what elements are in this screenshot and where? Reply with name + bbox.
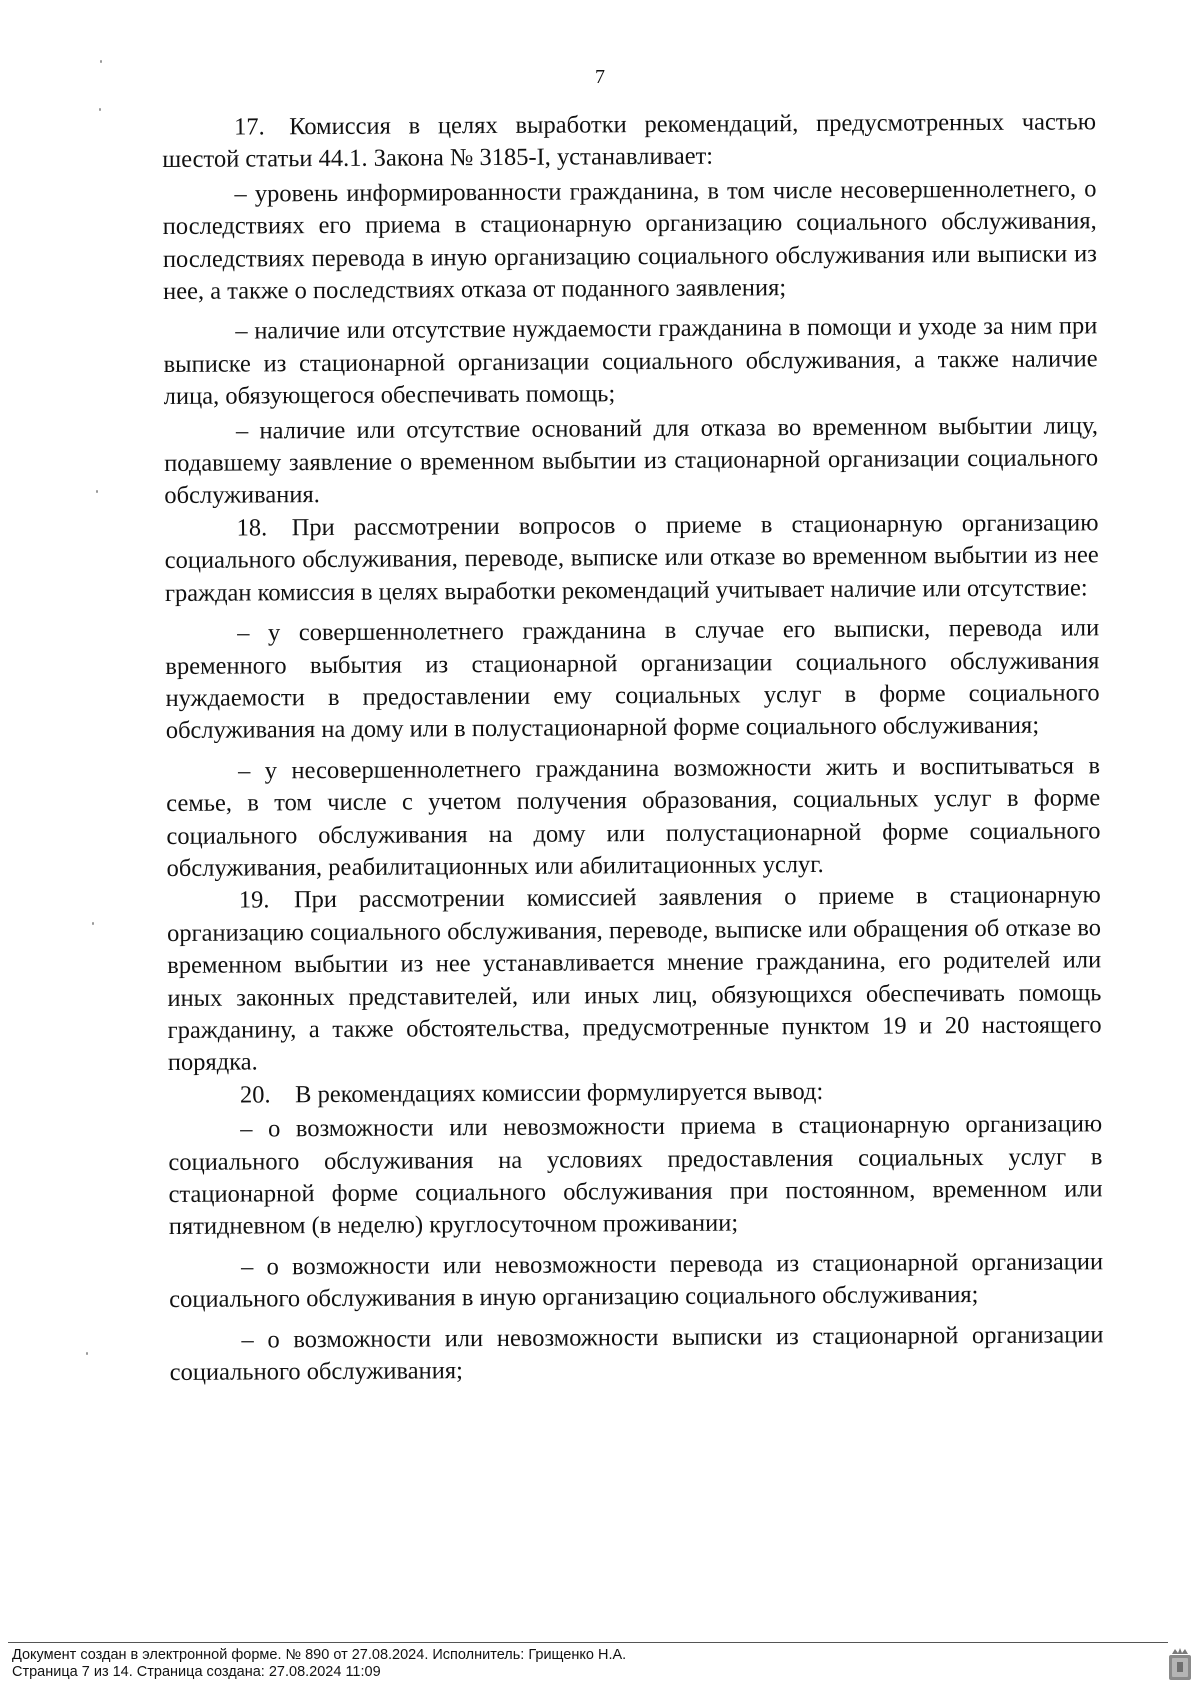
clause-20-item-2: – о возможности или невозможности перевода из стационарной организации социального обслуживания в иную организацию социального обслуживания; <box>169 1248 1104 1314</box>
emblem-seal-icon <box>1168 1647 1192 1681</box>
scan-speck <box>99 108 101 111</box>
clause-20-item-1: – о возможности или невозможности приема в стационарную организацию социального обслуживания на условиях предоставления социальных услуг в стационарной форме социального обслуживания при постоянном, временном или пятидневном (в неделю) круглосуточном проживании; <box>168 1110 1103 1241</box>
page-number: 7 <box>595 66 605 88</box>
clause-18-item-2: – у несовершеннолетнего гражданина возможности жить и воспитываться в семье, в том числе с учетом получения образования, социальных услуг в форме социального обслуживания на дому или полустационарной форме социального обслуживания, реабилитационных или абилитационных услуг. <box>166 752 1101 882</box>
clause-19: 19. При рассмотрении комиссией заявления о приеме в стационарную организацию социального обслуживания, переводе, выписке или обращения об отказе во временном выбытии из нее устанавливается мнение гражданина, его родителей или иных законных представителей, или иных лиц, обязующихся обеспечивать помощь гражданину, а также обстоятельства, предусмотренные пунктом 19 и 20 настоящего порядка. <box>166 881 1102 1077</box>
clause-18: 18. При рассмотрении вопросов о приеме в стационарную организацию социального обслуживания, переводе, выписке или отказе во временном выбытии из нее граждан комиссия в целях выработки рекомендаций учитывает наличие или отсутствие: <box>164 509 1099 607</box>
scan-speck <box>86 1352 88 1355</box>
document-footer <box>12 1647 626 1681</box>
clause-18-item-1: – у совершеннолетнего гражданина в случае его выписки, перевода или временного выбытия из стационарной организации социального обслуживания нуждаемости в предоставлении ему социальных услуг в форме социального обслуживания на дому или в полустационарной форме социального обслуживания; <box>165 614 1100 745</box>
clause-20-item-3: – о возможности или невозможности выписки из стационарной организации социального обслуживания; <box>169 1320 1104 1387</box>
document-body <box>162 106 1104 1389</box>
clause-17-item-2: – наличие или отсутствие нуждаемости гражданина в помощи и уходе за ним при выписке из стационарной организации социального обслуживания, а также наличие лица, обязующегося обеспечивать помощь; <box>163 312 1098 411</box>
scan-speck <box>92 922 94 925</box>
scan-speck <box>100 60 102 63</box>
clause-20: 20. В рекомендациях комиссии формулируется вывод: <box>239 1077 824 1109</box>
clause-17-item-1: – уровень информированности гражданина, в том числе несовершеннолетнего, о последствиях его приема в стационарную организацию социального обслуживания, последствиях перевода в иную организацию социального обслуживания или выписки из нее, а также о последствиях отказа от поданного заявления; <box>162 175 1097 306</box>
footer-divider <box>8 1642 1168 1643</box>
clause-17: 17. Комиссия в целях выработки рекомендаций, предусмотренных частью шестой статьи 44.1. Закона № 3185-I, устанавливает: <box>162 108 1097 174</box>
footer-line-1: Документ создан в электронной форме. № 890 от 27.08.2024. Исполнитель: Грищенко Н.А. <box>12 1647 627 1663</box>
scan-speck <box>96 490 98 493</box>
footer-line-2: Страница 7 из 14. Страница создана: 27.08.2024 11:09 <box>12 1664 381 1680</box>
clause-17-item-3: – наличие или отсутствие оснований для отказа во временном выбытии лицу, подавшему заявление о временном выбытии из стационарной организации социального обслуживания. <box>164 411 1099 510</box>
